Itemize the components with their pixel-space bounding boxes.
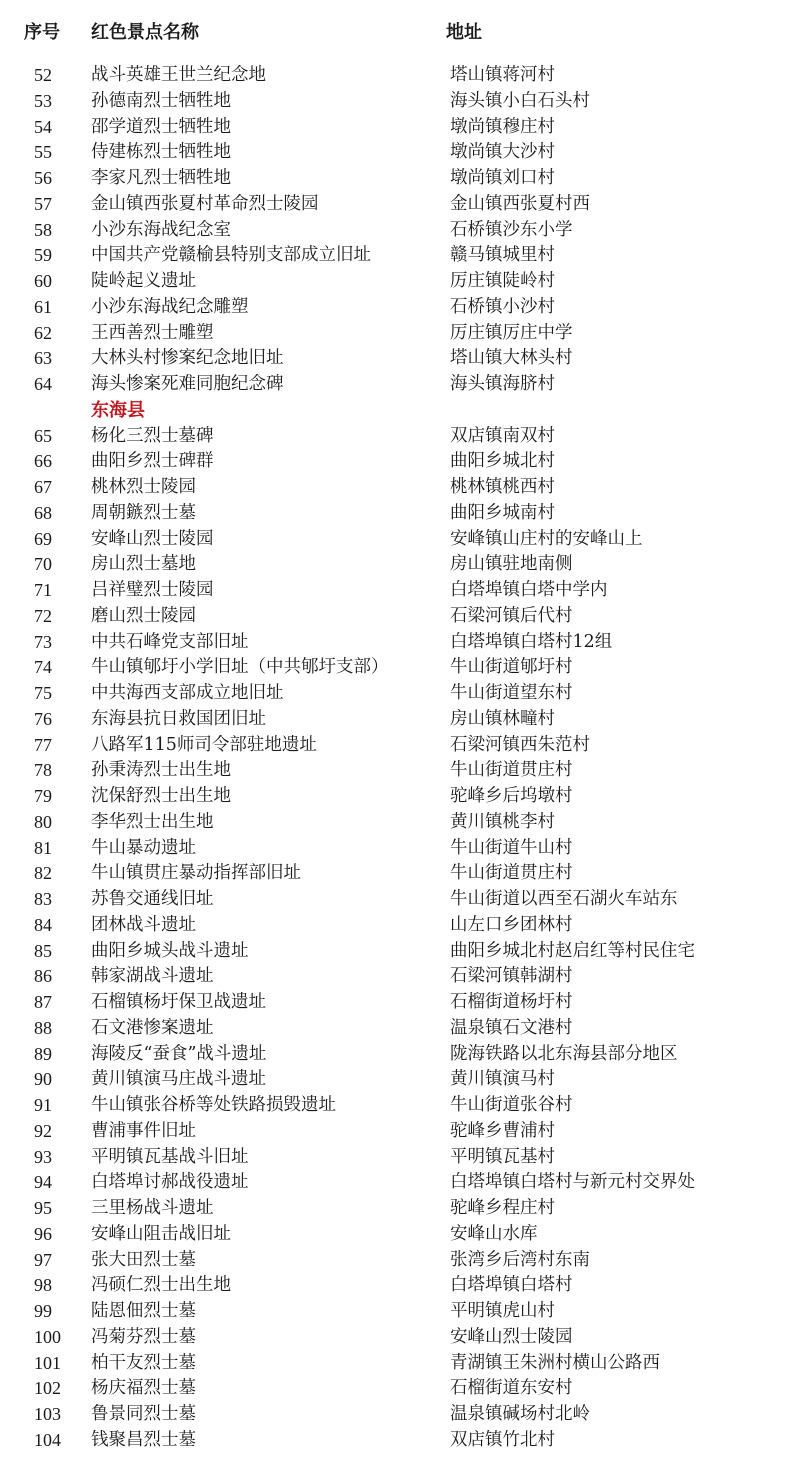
- site-address: 白塔埠镇白塔村12组: [450, 631, 613, 652]
- table-row: [0, 1042, 800, 1068]
- site-name: 小沙东海战纪念室: [91, 219, 231, 240]
- site-name: 柏干友烈士墓: [91, 1352, 196, 1373]
- site-name: 曲阳乡城头战斗遗址: [91, 940, 249, 961]
- row-number: 62: [34, 322, 52, 343]
- row-number: 60: [34, 271, 52, 291]
- row-number: 54: [34, 116, 52, 137]
- site-name: 房山烈士墓地: [91, 554, 196, 575]
- site-address: 牛山街道以西至石湖火车站东: [450, 889, 678, 909]
- site-name: 曹浦事件旧址: [91, 1120, 196, 1141]
- site-address: 石桥镇沙东小学: [450, 219, 573, 240]
- table-row: [0, 243, 800, 269]
- table-row: [0, 449, 800, 475]
- row-number: 82: [34, 863, 52, 884]
- site-address: 牛山街道牛山村: [450, 837, 573, 858]
- row-number: 104: [34, 1429, 61, 1450]
- site-name: 海陵反“蚕食”战斗遗址: [91, 1043, 267, 1064]
- row-number: 84: [34, 914, 52, 935]
- site-address: 安峰山烈士陵园: [450, 1326, 573, 1347]
- table-row: [0, 1273, 800, 1299]
- header-address: 地址: [446, 22, 482, 43]
- site-address: 海头镇小白石头村: [450, 90, 590, 111]
- site-name: 牛山暴动遗址: [91, 837, 196, 858]
- site-name: 三里杨战斗遗址: [91, 1198, 214, 1218]
- table-row: [0, 1196, 800, 1222]
- row-number: 100: [34, 1326, 61, 1347]
- site-name: 侍建栋烈士牺牲地: [91, 142, 231, 163]
- site-address: 山左口乡团林村: [450, 914, 573, 935]
- table-row: [0, 1299, 800, 1325]
- site-name: 苏鲁交通线旧址: [91, 889, 214, 909]
- site-address: 海头镇海脐村: [450, 374, 555, 394]
- site-address: 白塔埠镇白塔中学内: [450, 580, 608, 600]
- row-number: 83: [34, 889, 52, 909]
- site-name: 牛山镇张谷桥等处铁路损毁遗址: [91, 1095, 336, 1115]
- site-name: 牛山镇郇圩小学旧址（中共郇圩支部）: [91, 657, 389, 678]
- table-row: [0, 578, 800, 604]
- table-row: [0, 1222, 800, 1248]
- site-name: 沈保舒烈士出生地: [91, 786, 231, 806]
- row-number: 88: [34, 1017, 52, 1038]
- table-row: [0, 552, 800, 578]
- site-name: 杨化三烈士墓碑: [91, 425, 214, 446]
- site-address: 平明镇瓦基村: [450, 1146, 555, 1167]
- table-row: [0, 939, 800, 965]
- site-address: 曲阳乡城南村: [450, 502, 555, 523]
- row-number: 58: [34, 219, 52, 240]
- row-number: 103: [34, 1404, 61, 1424]
- site-name: 孙秉涛烈士出生地: [91, 760, 231, 781]
- site-name: 冯菊芬烈士墓: [91, 1326, 196, 1347]
- table-row: [0, 424, 800, 450]
- site-name: 金山镇西张夏村革命烈士陵园: [91, 193, 319, 214]
- site-name: 吕祥璧烈士陵园: [91, 580, 214, 600]
- row-number: 74: [34, 657, 52, 678]
- table-row: [0, 269, 800, 295]
- site-address: 塔山镇蒋河村: [450, 65, 555, 85]
- site-address: 平明镇虎山村: [450, 1301, 555, 1321]
- site-address: 墩尚镇穆庄村: [450, 116, 555, 137]
- site-name: 战斗英雄王世兰纪念地: [91, 65, 266, 85]
- site-address: 塔山镇大林头村: [450, 348, 573, 369]
- site-address: 石梁河镇韩湖村: [450, 966, 573, 987]
- site-name: 李家凡烈士牺牲地: [91, 168, 231, 188]
- row-number: 57: [34, 193, 52, 214]
- row-number: 78: [34, 760, 52, 781]
- row-number: 85: [34, 940, 52, 961]
- site-address: 双店镇竹北村: [450, 1429, 555, 1450]
- site-address: 安峰山水库: [450, 1223, 538, 1244]
- row-number: 99: [34, 1301, 52, 1321]
- table-row: [0, 913, 800, 939]
- site-address: 双店镇南双村: [450, 425, 555, 446]
- site-name: 王西善烈士雕塑: [91, 322, 214, 343]
- table-row: [0, 346, 800, 372]
- site-name: 孙德南烈士牺牲地: [91, 90, 231, 111]
- site-address: 墩尚镇刘口村: [450, 168, 555, 188]
- site-name: 周朝鏃烈士墓: [91, 502, 196, 523]
- table-row: [0, 681, 800, 707]
- site-name: 磨山烈士陵园: [91, 605, 196, 626]
- site-address: 牛山街道贯庄村: [450, 760, 573, 781]
- site-name: 鲁景同烈士墓: [91, 1404, 196, 1424]
- row-number: 71: [34, 580, 52, 600]
- site-name: 中国共产党赣榆县特别支部成立旧址: [91, 245, 371, 266]
- row-number: 80: [34, 811, 52, 832]
- site-name: 陡岭起义遗址: [91, 271, 196, 291]
- site-name: 海头惨案死难同胞纪念碑: [91, 374, 284, 394]
- header-site-name: 红色景点名称: [91, 22, 199, 43]
- row-number: 89: [34, 1043, 52, 1064]
- row-number: 70: [34, 554, 52, 575]
- site-address: 白塔埠镇白塔村: [450, 1275, 573, 1296]
- site-name: 安峰山烈士陵园: [91, 528, 214, 549]
- row-number: 86: [34, 966, 52, 987]
- row-number: 94: [34, 1172, 52, 1193]
- site-name: 石榴镇杨圩保卫战遗址: [91, 992, 266, 1012]
- site-name: 东海县抗日救国团旧址: [91, 708, 266, 729]
- table-row: [0, 1351, 800, 1377]
- row-number: 98: [34, 1275, 52, 1296]
- site-address: 石桥镇小沙村: [450, 296, 555, 317]
- site-name: 石文港惨案遗址: [91, 1017, 214, 1038]
- row-number: 93: [34, 1146, 52, 1167]
- site-address: 青湖镇王朱洲村横山公路西: [450, 1352, 660, 1373]
- section-title-row: [0, 398, 800, 424]
- site-address: 桃林镇桃西村: [450, 477, 555, 497]
- table-row: [0, 295, 800, 321]
- table-row: [0, 321, 800, 347]
- site-address: 温泉镇碱场村北岭: [450, 1404, 590, 1424]
- row-number: 69: [34, 528, 52, 549]
- site-list: [0, 63, 800, 1454]
- site-name: 大林头村惨案纪念地旧址: [91, 348, 284, 369]
- site-address: 陇海铁路以北东海县部分地区: [450, 1043, 678, 1064]
- row-number: 97: [34, 1249, 52, 1270]
- site-address: 石榴街道东安村: [450, 1378, 573, 1399]
- row-number: 81: [34, 837, 52, 858]
- site-address: 安峰镇山庄村的安峰山上: [450, 528, 643, 549]
- table-row: [0, 1119, 800, 1145]
- row-number: 73: [34, 631, 52, 652]
- table-row: [0, 861, 800, 887]
- table-row: [0, 604, 800, 630]
- table-row: [0, 1402, 800, 1428]
- site-address: 厉庄镇厉庄中学: [450, 322, 573, 343]
- row-number: 64: [34, 374, 52, 394]
- site-address: 牛山街道张谷村: [450, 1095, 573, 1115]
- site-name: 曲阳乡烈士碑群: [91, 451, 214, 472]
- row-number: 90: [34, 1069, 52, 1090]
- site-address: 黄川镇桃李村: [450, 811, 555, 832]
- row-number: 65: [34, 425, 52, 446]
- site-address: 墩尚镇大沙村: [450, 142, 555, 163]
- row-number: 101: [34, 1352, 61, 1373]
- site-address: 石梁河镇西朱范村: [450, 734, 590, 755]
- site-name: 杨庆福烈士墓: [91, 1378, 196, 1399]
- site-name: 邵学道烈士牺牲地: [91, 116, 231, 137]
- site-address: 白塔埠镇白塔村与新元村交界处: [450, 1172, 695, 1193]
- row-number: 63: [34, 348, 52, 369]
- table-row: [0, 733, 800, 759]
- table-row: [0, 990, 800, 1016]
- row-number: 59: [34, 245, 52, 266]
- site-name: 韩家湖战斗遗址: [91, 966, 214, 987]
- table-row: [0, 89, 800, 115]
- site-name: 白塔埠讨郝战役遗址: [91, 1172, 249, 1193]
- row-number: 61: [34, 296, 52, 317]
- site-address: 张湾乡后湾村东南: [450, 1249, 590, 1270]
- table-row: [0, 707, 800, 733]
- table-row: [0, 1016, 800, 1042]
- row-number: 56: [34, 168, 52, 188]
- site-address: 驼峰乡后坞墩村: [450, 786, 573, 806]
- site-name: 牛山镇贯庄暴动指挥部旧址: [91, 863, 301, 884]
- table-row: [0, 836, 800, 862]
- site-address: 房山镇驻地南侧: [450, 554, 573, 575]
- table-row: [0, 166, 800, 192]
- table-row: [0, 887, 800, 913]
- site-address: 石榴街道杨圩村: [450, 992, 573, 1012]
- table-row: [0, 475, 800, 501]
- site-address: 房山镇林疃村: [450, 708, 555, 729]
- row-number: 95: [34, 1198, 52, 1218]
- table-row: [0, 1067, 800, 1093]
- table-row: [0, 140, 800, 166]
- row-number: 72: [34, 605, 52, 626]
- table-row: [0, 1145, 800, 1171]
- table-row: [0, 1325, 800, 1351]
- site-address: 牛山街道贯庄村: [450, 863, 573, 884]
- site-name: 中共石峰党支部旧址: [91, 631, 249, 652]
- site-address: 温泉镇石文港村: [450, 1017, 573, 1038]
- row-number: 75: [34, 683, 52, 703]
- table-row: [0, 630, 800, 656]
- table-row: [0, 1170, 800, 1196]
- table-row: [0, 527, 800, 553]
- site-address: 驼峰乡曹浦村: [450, 1120, 555, 1141]
- site-address: 曲阳乡城北村: [450, 451, 555, 472]
- site-name: 中共海西支部成立地旧址: [91, 683, 284, 703]
- site-address: 金山镇西张夏村西: [450, 193, 590, 214]
- table-row: [0, 784, 800, 810]
- row-number: 52: [34, 65, 52, 85]
- row-number: 76: [34, 708, 52, 729]
- site-name: 陆恩佃烈士墓: [91, 1301, 196, 1321]
- table-row: [0, 372, 800, 398]
- row-number: 67: [34, 477, 52, 497]
- site-name: 安峰山阻击战旧址: [91, 1223, 231, 1244]
- table-header: [0, 18, 800, 48]
- site-name: 桃林烈士陵园: [91, 477, 196, 497]
- site-name: 冯硕仁烈士出生地: [91, 1275, 231, 1296]
- row-number: 87: [34, 992, 52, 1012]
- site-name: 小沙东海战纪念雕塑: [91, 296, 249, 317]
- site-name: 团林战斗遗址: [91, 914, 196, 935]
- row-number: 102: [34, 1378, 61, 1399]
- site-name: 钱聚昌烈士墓: [91, 1429, 196, 1450]
- row-number: 96: [34, 1223, 52, 1244]
- table-row: [0, 810, 800, 836]
- table-row: [0, 1248, 800, 1274]
- section-title: 东海县: [91, 399, 145, 421]
- table-row: [0, 655, 800, 681]
- site-name: 黄川镇演马庄战斗遗址: [91, 1069, 266, 1090]
- site-address: 赣马镇城里村: [450, 245, 555, 266]
- site-address: 黄川镇演马村: [450, 1069, 555, 1090]
- table-row: [0, 964, 800, 990]
- row-number: 53: [34, 90, 52, 111]
- site-address: 牛山街道望东村: [450, 683, 573, 703]
- table-row: [0, 192, 800, 218]
- table-row: [0, 218, 800, 244]
- site-address: 牛山街道郇圩村: [450, 657, 573, 678]
- row-number: 92: [34, 1120, 52, 1141]
- table-row: [0, 1428, 800, 1454]
- row-number: 66: [34, 451, 52, 472]
- site-address: 厉庄镇陡岭村: [450, 271, 555, 291]
- site-name: 平明镇瓦基战斗旧址: [91, 1146, 249, 1167]
- row-number: 91: [34, 1095, 52, 1115]
- site-address: 石梁河镇后代村: [450, 605, 573, 626]
- row-number: 77: [34, 734, 52, 755]
- row-number: 68: [34, 502, 52, 523]
- site-address: 驼峰乡程庄村: [450, 1198, 555, 1218]
- table-row: [0, 758, 800, 784]
- table-row: [0, 63, 800, 89]
- site-name: 李华烈士出生地: [91, 811, 214, 832]
- site-name: 八路军115师司令部驻地遗址: [91, 734, 317, 755]
- table-row: [0, 115, 800, 141]
- table-row: [0, 1376, 800, 1402]
- row-number: 79: [34, 786, 52, 806]
- table-row: [0, 1093, 800, 1119]
- site-address: 曲阳乡城北村赵启红等村民住宅: [450, 940, 695, 961]
- site-name: 张大田烈士墓: [91, 1249, 196, 1270]
- row-number: 55: [34, 142, 52, 163]
- header-number: 序号: [24, 22, 60, 43]
- table-row: [0, 501, 800, 527]
